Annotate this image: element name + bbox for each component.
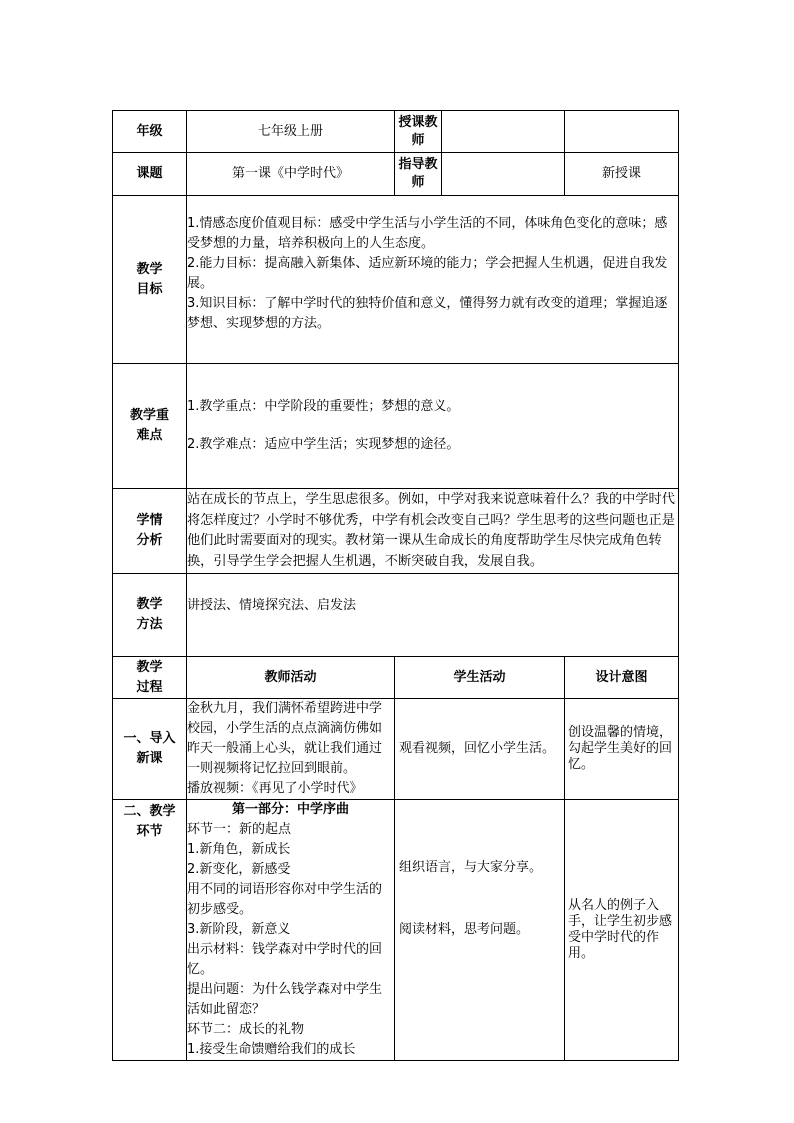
student-activity-header: 学生活动 [395, 657, 565, 699]
section2-row [113, 800, 679, 1061]
analysis-label: 学情分析 [113, 489, 187, 574]
intro-label: 一、导入新课 [113, 699, 187, 800]
section2-teacher-line: 环节二：成长的礼物 [187, 1022, 305, 1037]
methods-row [113, 574, 679, 657]
topic-label: 课题 [113, 153, 187, 196]
teacher-activity-header: 教师活动 [187, 657, 395, 699]
intro-design-intent: 创设温馨的情境，勾起学生美好的回忆。 [565, 699, 679, 800]
teacher-value [442, 111, 565, 153]
topic-value: 第一课《中学时代》 [187, 153, 395, 196]
objectives-label: 教学目标 [113, 196, 187, 364]
grade-label: 年级 [113, 111, 187, 153]
section2-student-line: 阅读材料，思考问题。 [399, 922, 530, 937]
key-point-item: 2.教学难点：适应中学生活；实现梦想的途径。 [187, 437, 460, 452]
intro-student-activity: 观看视频，回忆小学生活。 [395, 699, 565, 800]
objective-item: 3.知识目标：了解中学时代的独特价值和意义，懂得努力就有改变的道理；掌握追逐梦想、实现梦想的方法。 [187, 295, 668, 331]
objectives-row [113, 196, 679, 364]
guide-value [442, 153, 565, 196]
intro-teacher-line: 金秋九月，我们满怀希望跨进中学校园，小学生活的点点滴滴仿佛如昨天一般涌上心头，就让我们通过一则视频将记忆拉回到眼前。 [187, 701, 383, 776]
analysis-content: 站在成长的节点上，学生思虑很多。例如，中学对我来说意味着什么？我的中学时代将怎样度过？小学时不够优秀，中学有机会改变自己吗？学生思考的这些问题也正是他们此时需要面对的现实。教材第一课从生命成长的角度帮助学生尽快完成角色转换，引导学生学会把握人生机遇，不断突破自我，发展自我。 [187, 489, 679, 574]
process-label: 教学过程 [113, 657, 187, 699]
section2-teacher-line: 3.新阶段，新意义 [187, 922, 291, 937]
lesson-plan-table [112, 110, 679, 1061]
grade-row [113, 111, 679, 153]
methods-content: 讲授法、情境探究法、启发法 [187, 574, 679, 657]
lesson-type: 新授课 [565, 153, 679, 196]
objectives-content [187, 196, 679, 364]
objective-item: 1.情感态度价值观目标：感受中学生活与小学生活的不同，体味角色变化的意味；感受梦想的力量，培养积极向上的人生态度。 [187, 215, 668, 251]
intro-row [113, 699, 679, 800]
section2-teacher-activity [187, 800, 395, 1061]
guide-label: 指导教师 [395, 153, 442, 196]
analysis-row [113, 489, 679, 574]
key-points-row [113, 364, 679, 489]
section2-teacher-line: 出示材料：钱学森对中学时代的回忆。 [187, 942, 383, 977]
section2-teacher-line: 2.新变化，新感受 [187, 862, 291, 877]
teacher-label: 授课教师 [395, 111, 442, 153]
key-point-item: 1.教学重点：中学阶段的重要性；梦想的意义。 [187, 399, 460, 414]
section2-student-activity [395, 800, 565, 1061]
section2-teacher-line: 1.接受生命馈赠给我们的成长 [187, 1042, 356, 1057]
section2-label: 二、教学环节 [113, 800, 187, 1061]
intro-teacher-activity [187, 699, 395, 800]
section2-student-line: 组织语言，与大家分享。 [399, 860, 543, 875]
part-title: 第一部分：中学序曲 [231, 802, 349, 817]
grade-value: 七年级上册 [187, 111, 395, 153]
section2-teacher-line: 1.新角色，新成长 [187, 842, 291, 857]
section2-teacher-line: 提出问题：为什么钱学森对中学生活如此留恋？ [187, 982, 383, 1017]
section2-teacher-line: 用不同的词语形容你对中学生活的初步感受。 [187, 882, 383, 917]
blank-cell [565, 111, 679, 153]
section2-design-intent: 从名人的例子入手，让学生初步感受中学时代的作用。 [565, 800, 679, 1061]
objective-item: 2.能力目标：提高融入新集体、适应新环境的能力；学会把握人生机遇，促进自我发展。 [187, 255, 668, 291]
methods-label: 教学方法 [113, 574, 187, 657]
key-points-content [187, 364, 679, 489]
process-header-row [113, 657, 679, 699]
design-intent-header: 设计意图 [565, 657, 679, 699]
topic-row [113, 153, 679, 196]
intro-teacher-line: 播放视频：《再见了小学时代》 [187, 781, 363, 796]
key-points-label: 教学重难点 [113, 364, 187, 489]
section2-teacher-line: 环节一：新的起点 [187, 822, 292, 837]
